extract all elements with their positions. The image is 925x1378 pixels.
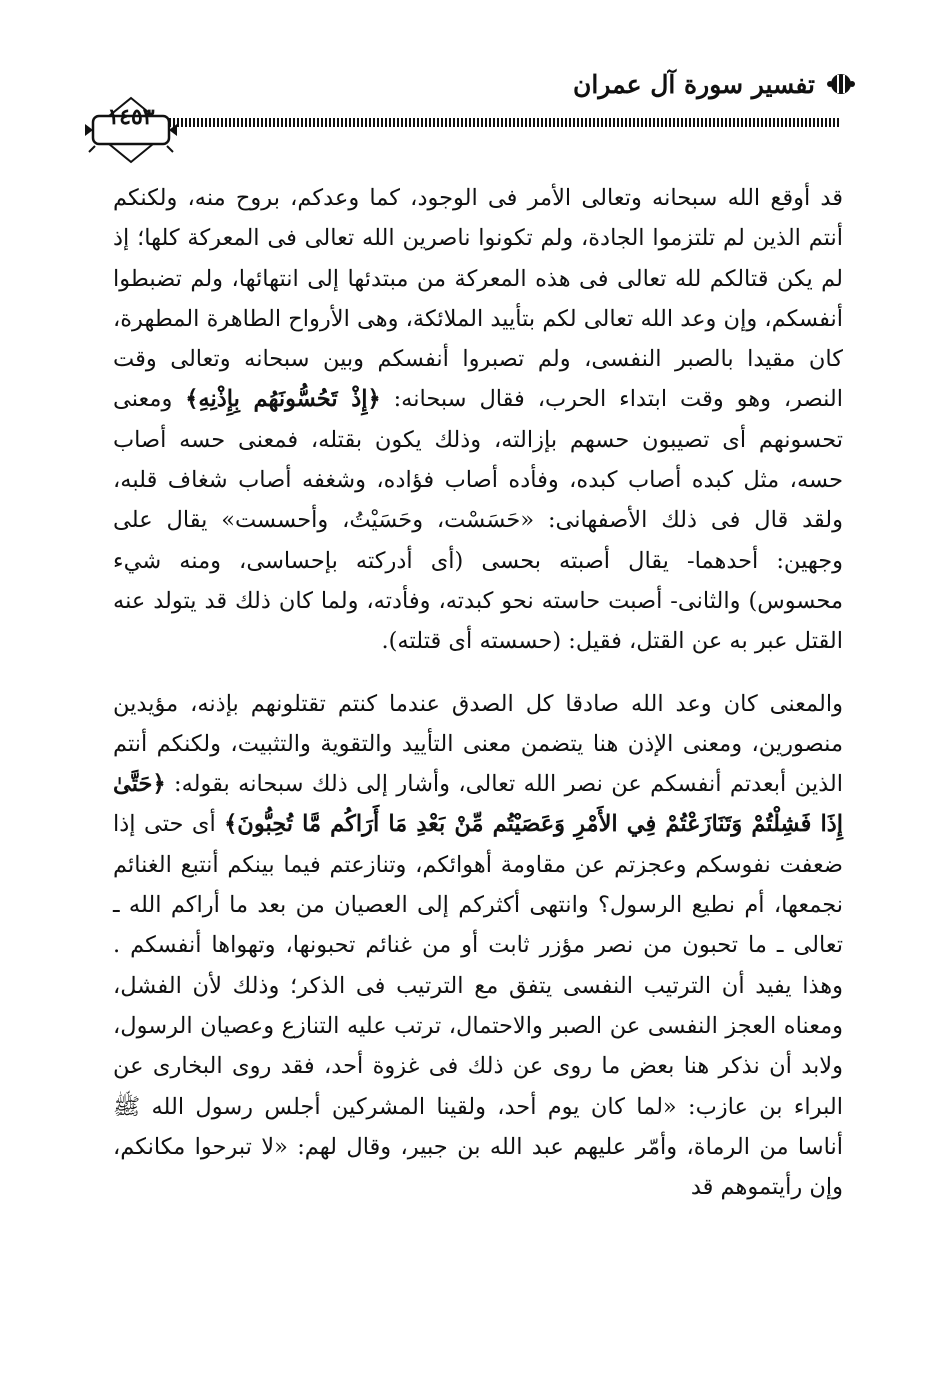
text-segment: والمعنى كان وعد الله صادقا كل الصدق عندما كنتم تقتلونهم بإذنه، مؤيدين منصورين، ومعنى الإذن هنا يتضمن معنى التأييد والتقوية والتثبيت، ولكنكم أنتم الذين أبعدتم أنفسكم عن نصر الله تعالى، وأشار إلى ذلك سبحانه بقوله:	[113, 690, 843, 798]
paragraph-1	[113, 178, 843, 662]
paragraph-2	[113, 684, 843, 1208]
header-rule	[165, 118, 840, 127]
text-segment: قد أوقع الله سبحانه وتعالى الأمر فى الوجود، كما وعدكم، بروح منه، ولكنكم أنتم الذين لم تلتزموا الجادة، ولم تكونوا ناصرين الله تعالى فى المعركة كلها؛ إذ لم يكن قتالكم لله تعالى فى هذه المعركة من مبتدئها إلى انتهائها، ولم تضبطوا أنفسكم، وإن وعد الله تعالى لكم بتأييد الملائكة، وهى الأرواح الطاهرة المطهرة، كان مقيدا بالصبر النفسى، ولم تصبروا أنفسكم وبين سبحانه وتعالى وقت النصر، وهو وقت ابتداء الحرب، فقال سبحانه:	[113, 185, 844, 413]
text-segment: ومعنى تحسونهم أى تصيبون حسهم بإزالته، وذلك يكون بقتله، فمعنى حسه أصاب حسه، مثل كبده أصاب كبده، وفأده أصاب فؤاده، وشغفه أصاب شغاف قلبه، ولقد قال فى ذلك الأصفهانى: «حَسَسْت، وحَسَيْتُ، وأحسست» يقال على وجهين: أحدهما- يقال أصبته بحسى (أى أدركته بإحساسى، ومنه شيء محسوس) والثانى- أصبت حاسته نحو كبدته، وفأدته، ولما كان ذلك قد يتولد عنه القتل عبر به عن القتل، فقيل: (حسسته أى قتلته).	[113, 386, 843, 655]
body-text	[113, 178, 843, 1207]
ornament-icon	[827, 72, 855, 96]
page-number: ١٤٥٣	[107, 104, 155, 130]
quran-verse: ﴿حَتَّىٰ إِذَا فَشِلْتُمْ وَتَنَازَعْتُمْ فِي الأَمْرِ وَعَصَيْتُم مِّنْ بَعْدِ مَا أَرَاكُم مَّا تُحِبُّونَ﴾	[113, 771, 843, 838]
page-header	[85, 58, 855, 168]
text-segment: أى حتى إذا ضعفت نفوسكم وعجزتم عن مقاومة أهوائكم، وتنازعتم فيما بينكم أنتبع الغنائم نجمعها، أم نطيع الرسول؟ وانتهى أكثركم إلى العصيان من بعد ما أراكم الله ـ تعالى ـ ما تحبون من نصر مؤزر ثابت أو من غنائم تحبونها، وتهواها أنفسكم . وهذا يفيد أن الترتيب النفسى يتفق مع الترتيب فى الذكر؛ وذلك لأن الفشل، ومعناه العجز النفسى عن الصبر والاحتمال، ترتب عليه التنازع وعصيان الرسول، ولابد أن نذكر هنا بعض ما روى عن ذلك فى غزوة أحد، فقد روى البخارى عن البراء بن عازب: «لما كان يوم أحد، ولقينا المشركين أجلس رسول الله ﷺ أناسا من الرماة، وأمّر عليهم عبد الله بن جبير، وقال لهم: «لا تبرحوا مكانكم، وإن رأيتموهم قد	[113, 811, 843, 1201]
running-title: تفسير سورة آل عمران	[573, 70, 815, 99]
quran-verse: ﴿إِذْ تَحُسُّونَهُم بِإِذْنِهِ﴾	[185, 386, 381, 413]
